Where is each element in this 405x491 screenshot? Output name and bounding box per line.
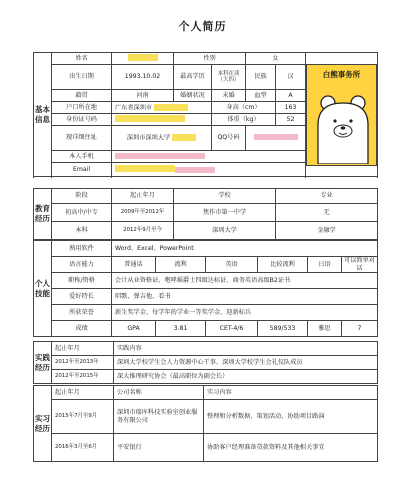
email-highlight [115, 165, 175, 172]
weight-label: 体重（kg） [212, 114, 276, 126]
score-ielts-label: 雅思 [308, 321, 342, 337]
resume-title: 个人简历 [178, 20, 227, 33]
edu-row2-major: 金融学 [276, 222, 378, 240]
hukou-text: 广东省深圳市 [115, 104, 153, 112]
qq-label: QQ号码 [212, 126, 246, 151]
marital-value: 未婚 [212, 90, 246, 102]
lang-1-level: 流利 [156, 257, 206, 273]
address-label: 现详细住址 [52, 126, 112, 151]
gender-value: 女 [246, 53, 306, 65]
intern-header-content: 实习内容 [204, 386, 378, 400]
edu-row2-school: 深圳大学 [174, 222, 276, 240]
practice-row1-period: 2012年至2013年 [52, 356, 114, 370]
logo-text: 白熊事务所 [322, 69, 361, 79]
ethnic-label: 民族 [246, 65, 276, 90]
address-value [112, 126, 212, 151]
award-label: 所获荣誉 [52, 305, 112, 321]
score-cet-value: 589/533 [258, 321, 308, 337]
address-highlight [172, 134, 196, 141]
practice-row1-content: 深圳大学校学生会人力资源中心干事、深圳大学校学生会礼仪队成员 [114, 356, 378, 370]
gender-label: 性别 [174, 53, 246, 65]
cert-label: 职称/资格 [52, 273, 112, 289]
intern-row2-period: 2016年3月至6月 [52, 434, 114, 462]
edu-header-stage: 阶段 [52, 189, 112, 204]
email-redacted [175, 167, 215, 173]
intern-row1-content: 整理和分析数据、策划活动、协助项目路演 [204, 400, 378, 434]
section-education-label: 教育经历 [34, 189, 52, 240]
ethnic-value: 汉 [276, 65, 306, 90]
section-internship-label: 实习经历 [34, 386, 52, 462]
section-skills-label: 个人技能 [34, 241, 52, 337]
lang-2: 英语 [206, 257, 258, 273]
practice-row2-content: 深大推理研究协会（最高职位为副会长） [114, 370, 378, 384]
edu-row1-school: 焦作市第一中学 [174, 204, 276, 222]
name-value [112, 53, 174, 65]
software-label: 熟用软件 [52, 241, 112, 257]
blood-label: 血型 [246, 90, 276, 102]
intern-row1-period: 2015年7月至9月 [52, 400, 114, 434]
intern-row2-company: 平安银行 [114, 434, 204, 462]
qq-value [246, 126, 306, 151]
edu-value: 本科在读（大四） [212, 65, 246, 90]
edu-header-school: 学校 [174, 189, 276, 204]
id-label: 身份证号码 [52, 114, 112, 126]
bear-icon [308, 89, 378, 164]
cert-value: 会计从业资格证、咆哮摇爵士四级达标证、商务英语高级B2证书 [112, 273, 378, 289]
id-value [112, 114, 212, 126]
name-label: 姓名 [52, 53, 112, 65]
logo [306, 64, 377, 166]
edu-row2-period: 2012年9月至今 [112, 222, 174, 240]
hukou-label: 户口所在地 [52, 102, 112, 114]
marital-label: 婚姻状况 [174, 90, 212, 102]
edu-header-major: 专业 [276, 189, 378, 204]
height-value: 163 [276, 102, 306, 114]
score-gpa-value: 3.81 [156, 321, 206, 337]
edu-header-period: 起止年月 [112, 189, 174, 204]
score-label: 成绩 [52, 321, 112, 337]
hukou-highlight [154, 104, 188, 111]
score-gpa-label: GPA [112, 321, 156, 337]
practice-header-content: 实践内容 [114, 342, 378, 356]
score-ielts-value: 7 [342, 321, 378, 337]
lang-1: 普通话 [112, 257, 156, 273]
practice-header-period: 起止年月 [52, 342, 114, 356]
software-value: Word、Excel、PowerPoint [112, 241, 378, 257]
practice-row2-period: 2012年至2015年 [52, 370, 114, 384]
lang-3-level: 可以简单对话 [342, 257, 378, 273]
phone-value [112, 151, 306, 163]
name-highlight [128, 54, 158, 61]
id-highlight [115, 115, 185, 122]
email-label: Email [52, 163, 112, 177]
edu-row2-stage: 本科 [52, 222, 112, 240]
email-value [112, 163, 306, 177]
internship-table [33, 385, 378, 462]
qq-redacted [254, 134, 298, 140]
phone-redacted [115, 153, 205, 159]
lang-2-level: 比较流利 [258, 257, 308, 273]
award-value: 新生奖学金、每学年的学业一等奖学金、迎新标兵 [112, 305, 378, 321]
blood-value: A [276, 90, 306, 102]
practice-table [33, 341, 378, 384]
weight-value: 52 [276, 114, 306, 126]
address-text: 深圳市深圳大学 [126, 134, 171, 142]
intern-header-company: 公司名称 [114, 386, 204, 400]
logo-cell [306, 53, 378, 177]
phone-label: 本人手机 [52, 151, 112, 163]
section-practice-label: 实践经历 [34, 342, 52, 384]
hobby-value: 唱歌、弹吉他、看书 [112, 289, 378, 305]
dob-label: 出生日期 [52, 65, 112, 90]
height-label: 身高（cm） [212, 102, 276, 114]
basic-info-table [33, 52, 378, 177]
education-table [33, 188, 378, 240]
hukou-value [112, 102, 212, 114]
section-basic-label: 基本信息 [34, 53, 52, 177]
score-cet-label: CET-4/6 [206, 321, 258, 337]
skills-table [33, 240, 378, 337]
intern-header-period: 起止年月 [52, 386, 114, 400]
lang-3: 日语 [308, 257, 342, 273]
edu-row1-major: 无 [276, 204, 378, 222]
dob-value: 1993.10.02 [112, 65, 174, 90]
edu-label: 最高学历 [174, 65, 212, 90]
edu-row1-stage: 初高中/中专 [52, 204, 112, 222]
intern-row2-content: 协助客户经理准备贷款资料及其他相关事宜 [204, 434, 378, 462]
edu-row1-period: 2009年至2012年 [112, 204, 174, 222]
origin-label: 籍贯 [52, 90, 112, 102]
hobby-label: 爱好特长 [52, 289, 112, 305]
intern-row1-company: 深圳市瑞库科技实验室创业服务有限公司 [114, 400, 204, 434]
origin-value: 河南 [112, 90, 174, 102]
lang-label: 语言能力 [52, 257, 112, 273]
